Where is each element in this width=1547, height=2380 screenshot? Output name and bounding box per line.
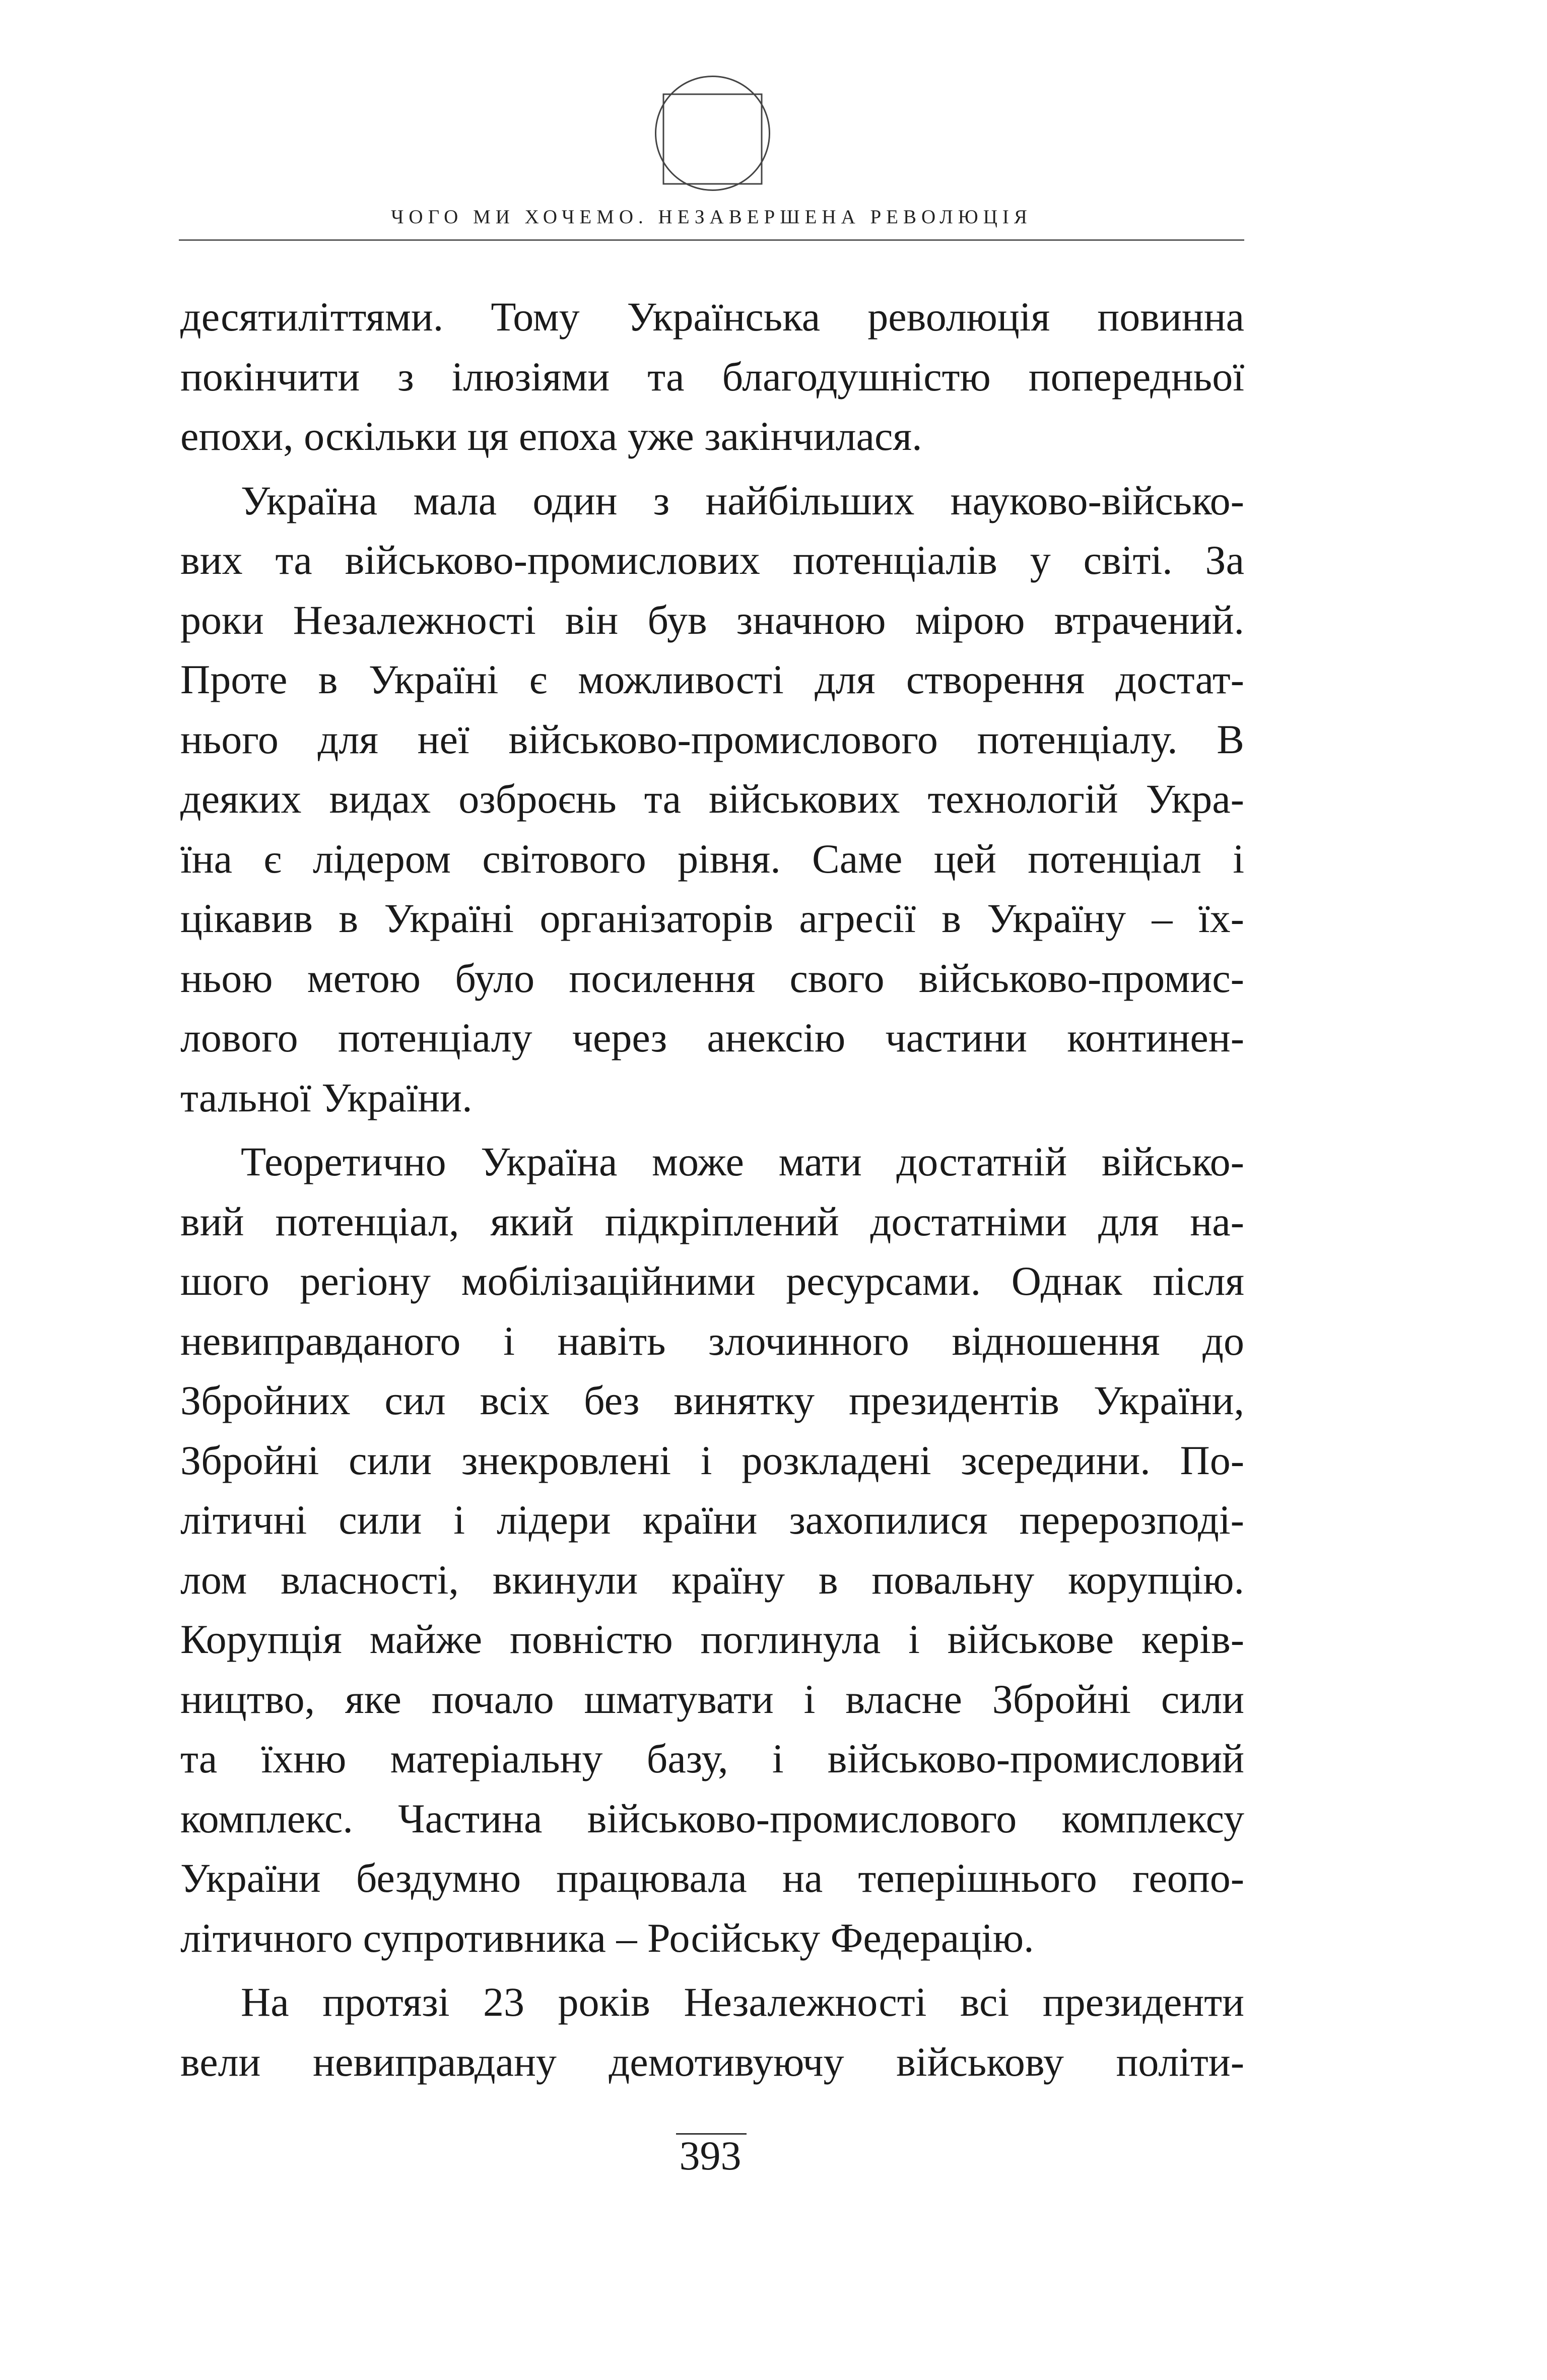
paragraph <box>180 1972 1244 2092</box>
circle-square-emblem-icon <box>653 74 772 192</box>
text-line: ництво, яке почало шматувати і власне Збройні сили <box>180 1676 1244 1722</box>
paragraph-gap <box>180 467 1244 471</box>
text-line: вий потенціал, який підкріплений достатніми для на- <box>180 1198 1244 1244</box>
text-line: невиправданого і навіть злочинного відношення до <box>180 1317 1244 1364</box>
text-line: деяких видах озброєнь та військових технологій Укра- <box>180 776 1244 822</box>
text-line: Збройних сил всіх без винятку президентів України, <box>180 1377 1244 1423</box>
text-line: десятиліттями. Тому Українська революція повинна <box>180 294 1244 340</box>
text-line: Україна мала один з найбільших науково-військо- <box>241 477 1244 523</box>
text-line: лом власності, вкинули країну в повальну корупцію. <box>180 1556 1244 1603</box>
text-line: ньою метою було посилення свого військово-промис- <box>180 955 1244 1001</box>
text-line: Проте в Україні є можливості для створення достат- <box>180 656 1244 702</box>
paragraph-gap <box>180 1968 1244 1972</box>
text-line: та їхню матеріальну базу, і військово-промисловий <box>180 1736 1244 1781</box>
running-head-title: ЧОГО МИ ХОЧЕМО. НЕЗАВЕРШЕНА РЕВОЛЮЦІЯ <box>391 206 1032 228</box>
header-rule <box>179 239 1244 241</box>
text-line: їна є лідером світового рівня. Саме цей потенціал і <box>180 835 1244 882</box>
text-line: літичного супротивника – Російську Федерацію. <box>180 1914 1034 1961</box>
text-line: України бездумно працювала на теперішнього геопо- <box>180 1855 1244 1901</box>
text-line: нього для неї військово-промислового потенціалу. В <box>180 716 1244 762</box>
paragraph <box>180 287 1244 467</box>
paragraph <box>180 471 1244 1128</box>
page-number: 393 <box>679 2133 742 2178</box>
text-line: тальної України. <box>180 1074 473 1120</box>
text-line: лового потенціалу через анексію частини континен- <box>180 1015 1244 1061</box>
text-line: шого регіону мобілізаційними ресурсами. Однак після <box>180 1258 1244 1304</box>
text-line: цікавив в Україні організаторів агресії в Україну – їх- <box>180 895 1244 941</box>
paragraph-gap <box>180 1128 1244 1132</box>
body-text <box>180 287 1244 2092</box>
text-line: Збройні сили знекровлені і розкладені зсередини. По- <box>180 1437 1244 1483</box>
text-line: вели невиправдану демотивуючу військову політи- <box>180 2038 1244 2085</box>
text-line: Корупція майже повністю поглинула і військове керів- <box>180 1616 1244 1662</box>
text-line: літичні сили і лідери країни захопилися перерозподі- <box>180 1497 1244 1543</box>
paragraph <box>180 1132 1244 1968</box>
text-line: епохи, оскільки ця епоха уже закінчилася. <box>180 413 922 459</box>
text-line: покінчити з ілюзіями та благодушністю попередньої <box>180 353 1244 400</box>
text-line: вих та військово-промислових потенціалів у світі. За <box>180 537 1244 583</box>
text-line: Теоретично Україна може мати достатній військо- <box>241 1139 1244 1184</box>
text-line: роки Незалежності він був значною мірою втрачений. <box>180 597 1244 643</box>
text-line: На протязі 23 років Незалежності всі президенти <box>241 1979 1244 2025</box>
text-line: комплекс. Частина військово-промислового комплексу <box>180 1795 1244 1841</box>
